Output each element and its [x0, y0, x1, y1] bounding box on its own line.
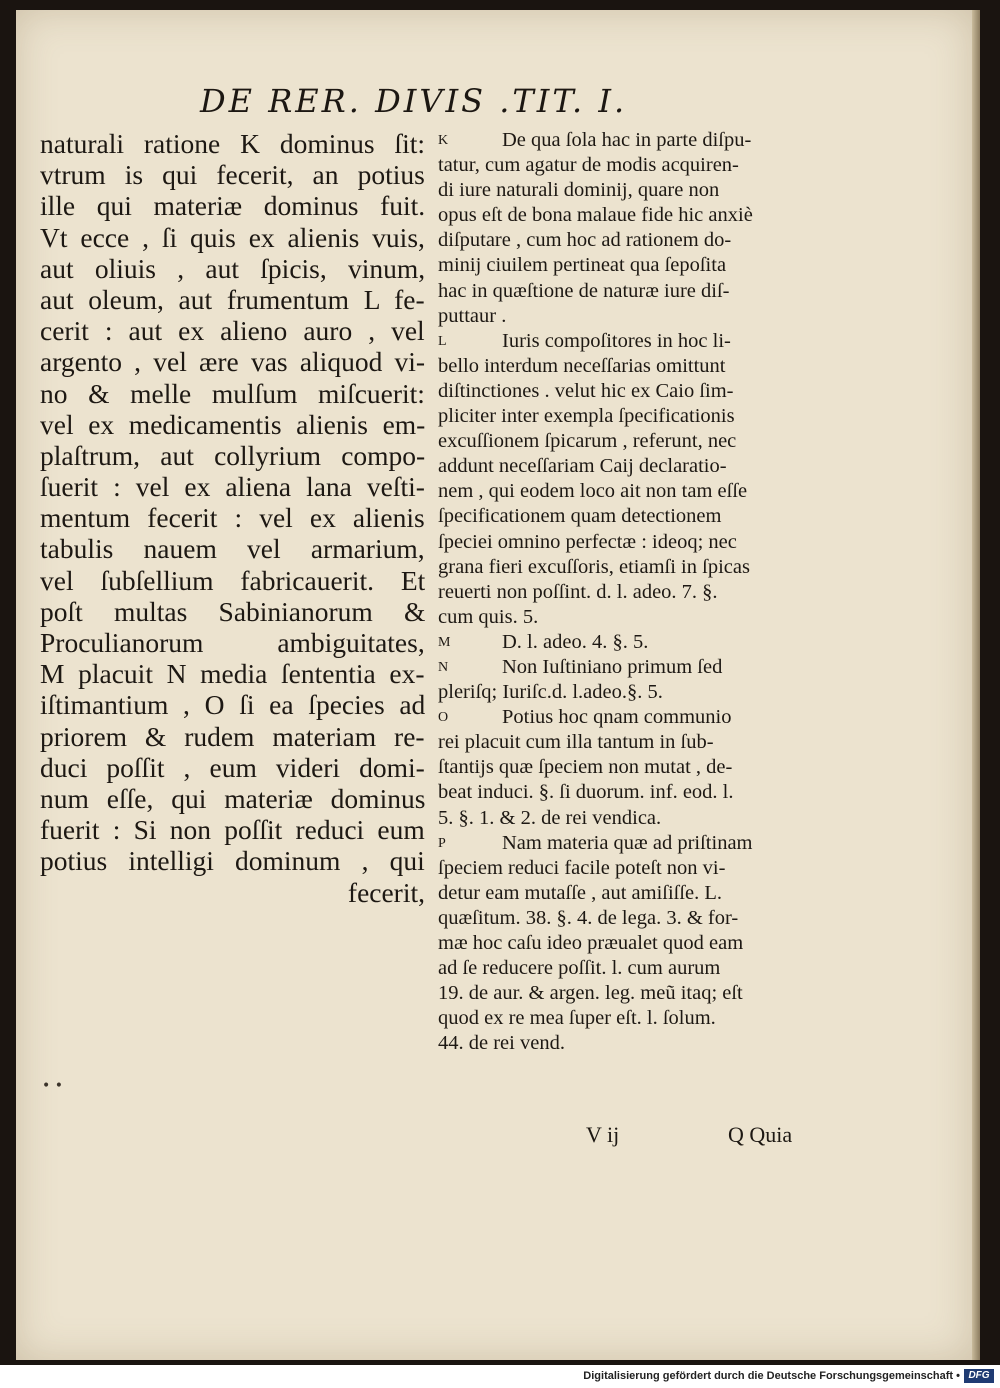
note-line — [438, 630, 826, 655]
note-line — [438, 981, 826, 1006]
note-line — [438, 730, 826, 755]
main-text-line: plaſtrum, aut collyrium compo- — [40, 439, 425, 471]
note-line — [438, 856, 826, 881]
main-text-line: vel ſubſellium fabricauerit. Et — [40, 564, 425, 596]
note-text: quæſitum. 38. §. 4. de lega. 3. & for- — [438, 906, 739, 929]
note-text: Potius hoc qnam communio — [502, 706, 732, 729]
note-line — [438, 1031, 826, 1056]
note-text: hac in quæſtione de naturæ iure diſ- — [438, 279, 730, 302]
note-text: ſpecificationem quam detectionem — [438, 505, 722, 528]
note-marker: L — [438, 333, 447, 349]
main-text-line: num eſſe, qui materiæ dominus — [40, 782, 425, 814]
main-text-line: ſuerit : vel ex aliena lana veſti- — [40, 471, 425, 503]
note-text: opus eſt de bona malaue fide hic anxiè — [438, 204, 753, 227]
main-text-line: vtrum is qui fecerit, an potius — [40, 159, 425, 191]
note-text: 44. de rei vend. — [438, 1032, 565, 1055]
marginal-note — [438, 705, 826, 830]
note-text: nem , qui eodem loco ait non tam eſſe — [438, 480, 748, 503]
note-line — [438, 404, 826, 429]
note-line — [438, 931, 826, 956]
note-line — [438, 755, 826, 780]
main-text-line: naturali ratione K dominus ſit: — [40, 128, 425, 159]
note-text: mæ hoc caſu ideo præualet quod eam — [438, 932, 744, 954]
note-line — [438, 504, 826, 529]
note-text: 19. de aur. & argen. leg. meũ itaq; eſt — [438, 982, 743, 1005]
note-text: cum quis. 5. — [438, 605, 539, 628]
note-text: quod ex re mea ſuper eſt. l. ſolum. — [438, 1007, 716, 1030]
marginal-note — [438, 831, 826, 1057]
marginal-notes-column — [438, 128, 826, 1056]
note-line — [438, 655, 826, 680]
main-text-line: M placuit N media ſententia ex- — [40, 658, 425, 690]
note-line — [438, 806, 826, 831]
note-line — [438, 379, 826, 404]
note-line — [438, 454, 826, 479]
note-text: rei placuit cum illa tantum in ſub- — [438, 731, 714, 754]
main-text-line: no & melle mulſum miſcuerit: — [40, 377, 425, 409]
note-line — [438, 304, 826, 329]
note-text: De qua ſola hac in parte diſpu- — [502, 129, 752, 151]
main-text-column — [40, 128, 425, 908]
note-text: 5. §. 1. & 2. de rei vendica. — [438, 806, 662, 829]
note-line — [438, 906, 826, 931]
note-text: grana fieri excuſſoris, etiamſi in ſpicas — [438, 555, 750, 578]
main-text-line: aut oleum, aut frumentum L fe- — [40, 283, 425, 315]
main-text-line: priorem & rudem materiam re- — [40, 720, 425, 752]
note-text: pliciter inter exempla ſpecificationis — [438, 405, 735, 428]
marginal-note — [438, 630, 826, 655]
note-text: Non Iuſtiniano primum ſed — [502, 655, 723, 678]
note-text: diſtinctiones . velut hic ex Caio ſim- — [438, 379, 734, 402]
note-text: ad ſe reducere poſſit. l. cum aurum — [438, 957, 721, 980]
note-line — [438, 329, 826, 354]
note-line — [438, 705, 826, 730]
note-marker: O — [438, 710, 449, 726]
main-text-line: mentum fecerit : vel ex alienis — [40, 502, 425, 534]
main-text-line: ille qui materiæ dominus fuit. — [40, 190, 425, 222]
catchword: Q Quia — [728, 1122, 793, 1147]
funding-credit: Digitalisierung gefördert durch die Deutsche Forschungsgemeinschaft • — [583, 1370, 960, 1382]
note-text: Iuris compoſitores in hoc li- — [502, 329, 731, 352]
note-text: D. l. adeo. 4. §. 5. — [502, 630, 649, 653]
note-line — [438, 580, 826, 605]
marginal-note — [438, 329, 826, 630]
main-text-line: fecerit, — [347, 876, 425, 908]
main-text-line: aut oliuis , aut ſpicis, vinum, — [40, 252, 425, 284]
signature-mark: V ij — [586, 1122, 620, 1147]
note-text: addunt neceſſariam Caij declaratio- — [438, 455, 727, 478]
note-text: Nam materia quæ ad priſtinam — [502, 831, 753, 854]
marginal-note — [438, 128, 826, 329]
note-text: puttaur . — [438, 304, 507, 327]
note-text: ſpeciei omnino perfectæ : ideoq; nec — [438, 530, 737, 553]
note-line — [438, 881, 826, 906]
dfg-logo: DFG — [964, 1369, 994, 1383]
note-line — [438, 831, 826, 856]
note-text: bello interdum neceſſarias omittunt — [438, 354, 726, 377]
note-line — [438, 680, 826, 705]
note-text: reuerti non poſſint. d. l. adeo. 7. §. — [438, 580, 718, 603]
main-text-line: potius intelligi dominum , qui — [40, 845, 425, 877]
note-line — [438, 279, 826, 304]
note-line — [438, 956, 826, 981]
main-text-line: poſt multas Sabinianorum & — [40, 595, 425, 627]
note-text: diſputare , cum hoc ad rationem do- — [438, 229, 732, 252]
main-text-line: duci poſſit , eum videri domi- — [40, 751, 425, 783]
main-text-line: vel ex medicamentis alienis em- — [40, 408, 425, 440]
note-line — [438, 605, 826, 630]
note-marker: K — [438, 133, 449, 148]
note-line — [438, 203, 826, 228]
main-text-line: cerit : aut ex alieno auro , vel — [40, 315, 425, 347]
note-marker: P — [438, 835, 446, 851]
note-text: minij ciuilem pertineat qua ſepoſita — [438, 254, 727, 277]
note-line — [438, 153, 826, 178]
main-text-line: iſtimantium , O ſi ea ſpecies ad — [40, 689, 425, 721]
note-text: pleriſq; Iuriſc.d. l.adeo.§. 5. — [438, 681, 663, 704]
note-line — [438, 128, 826, 153]
note-line — [438, 1006, 826, 1031]
stray-mark: • • — [42, 1078, 63, 1094]
note-line — [438, 555, 826, 580]
main-text-line: Vt ecce , ſi quis ex alienis vuis, — [40, 221, 425, 253]
note-text: detur eam mutaſſe , aut amiſiſſe. L. — [438, 881, 723, 904]
note-line — [438, 178, 826, 203]
main-text-line: fuerit : Si non poſſit reduci eum — [40, 814, 425, 846]
note-text: di iure naturali dominij, quare non — [438, 179, 720, 202]
note-text: beat induci. §. ſi duorum. inf. eod. l. — [438, 781, 734, 804]
main-text-line: argento , vel ære vas aliquod vi- — [40, 346, 425, 378]
note-marker: M — [438, 634, 451, 650]
note-line — [438, 354, 826, 379]
note-text: tatur, cum agatur de modis acquiren- — [438, 154, 739, 177]
note-marker: N — [438, 659, 449, 675]
page-edge — [972, 10, 980, 1360]
main-text-line: tabulis nauem vel armarium, — [40, 533, 425, 565]
note-line — [438, 530, 826, 555]
note-line — [438, 228, 826, 253]
main-text-line: Proculianorum ambiguitates, — [40, 627, 425, 658]
note-line — [438, 429, 826, 454]
note-text: excuſſionem ſpicarum , referunt, nec — [438, 430, 737, 453]
note-text: ſtantijs quæ ſpeciem non mutat , de- — [438, 756, 733, 779]
note-line — [438, 479, 826, 504]
marginal-note — [438, 655, 826, 705]
note-line — [438, 780, 826, 805]
note-text: ſpeciem reduci facile poteſt non vi- — [438, 856, 726, 879]
note-line — [438, 253, 826, 278]
running-head: DE RER. DIVIS .TIT. I. — [200, 82, 628, 120]
